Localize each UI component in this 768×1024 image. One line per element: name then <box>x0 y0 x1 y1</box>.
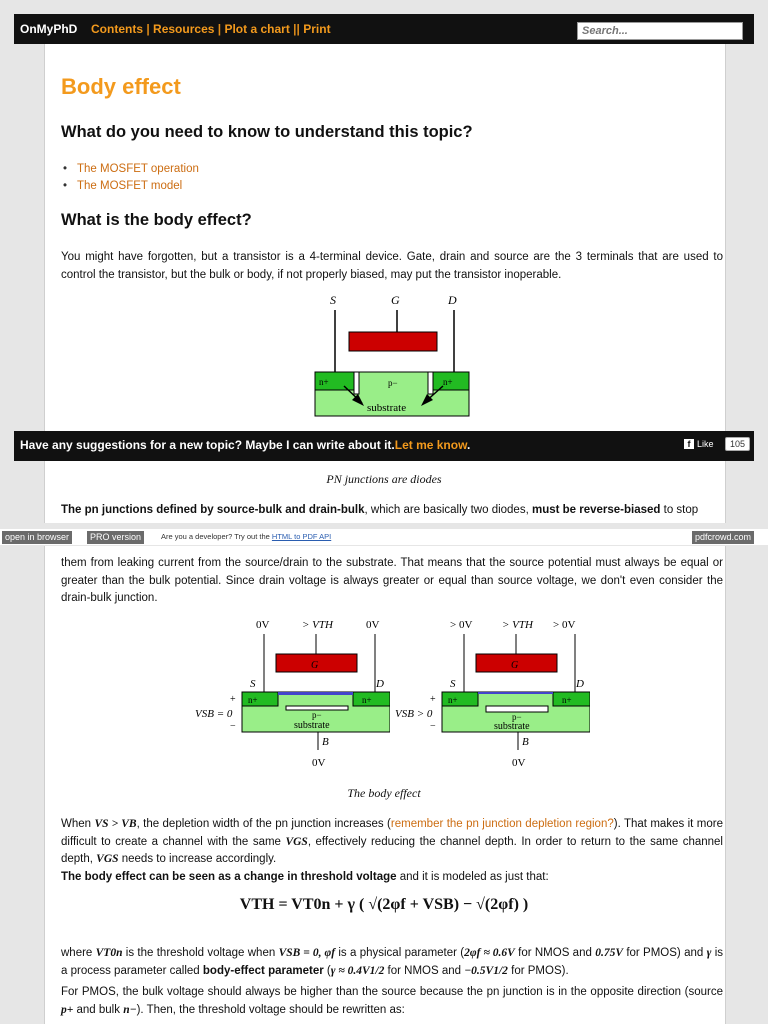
facebook-like-button[interactable] <box>684 439 714 449</box>
math: VSB = 0, φf <box>278 947 336 959</box>
facebook-icon: f <box>684 439 694 449</box>
pro-version-button[interactable]: PRO version <box>87 531 144 544</box>
suggestion-message: Have any suggestions for a new topic? Maybe I can write about it. <box>20 438 395 452</box>
math: p+ <box>61 1003 74 1016</box>
text: For PMOS, the bulk voltage should always be higher than the source because the pn junction is in the opposite direction (source <box>61 986 723 998</box>
fig1-p-label: p− <box>388 378 398 388</box>
developer-promo <box>161 532 331 541</box>
fig2-left-vsb: VSB = 0 <box>195 708 233 720</box>
text: is a process parameter called <box>61 947 723 977</box>
fig2-left-minus: − <box>230 721 236 732</box>
fig2-left-gate-voltage: > VTH <box>302 619 333 631</box>
math: VGS <box>96 853 119 865</box>
bold-text: must be reverse-biased <box>531 504 661 516</box>
text: to stop <box>660 504 699 516</box>
math: γ <box>706 947 712 959</box>
nav-separator: || <box>293 22 300 36</box>
text: ). That makes it more difficult to create a channel with the same <box>61 818 723 848</box>
math: n− <box>123 1003 137 1016</box>
figure-caption: The body effect <box>347 786 421 800</box>
list-item[interactable] <box>61 161 199 178</box>
text: , which are basically two diodes, <box>364 504 532 516</box>
fig2-left-bulk-voltage: 0V <box>312 757 326 769</box>
fig1-n-left-label: n+ <box>319 377 329 387</box>
bold-text: The pn junctions defined by source-bulk and drain-bulk <box>61 504 365 516</box>
let-me-know-link[interactable]: Let me know <box>394 438 467 452</box>
text: , the depletion width of the pn junction increases ( <box>136 818 391 830</box>
figure-caption: PN junctions are diodes <box>326 472 442 486</box>
bold-text: body-effect parameter <box>202 964 324 977</box>
math: γ ≈ 0.4V1/2 <box>330 964 385 977</box>
prereq-link-mosfet-model[interactable]: The MOSFET model <box>77 180 183 192</box>
paragraph-parameters <box>61 945 723 980</box>
fig2-right-minus: − <box>430 721 436 732</box>
fig1-gate-label: G <box>391 293 400 307</box>
text: and it is modeled as just that: <box>396 871 549 883</box>
text: needs to increase accordingly. <box>118 853 277 865</box>
section-heading-body-effect: What is the body effect? <box>61 211 252 229</box>
like-count-badge: 105 <box>725 437 750 451</box>
math: 2φf ≈ 0.6V <box>464 947 515 959</box>
list-item[interactable] <box>61 178 199 195</box>
text: for PMOS). <box>507 964 569 977</box>
nav-links <box>91 22 331 36</box>
fig2-left-plus: + <box>230 694 236 705</box>
body-effect-figure-left <box>190 612 390 772</box>
paragraph-pmos <box>61 984 723 1019</box>
text: where <box>61 947 96 959</box>
text: When <box>61 818 95 830</box>
fig2-right-n-left: n+ <box>448 695 458 705</box>
prereq-list <box>61 161 199 195</box>
threshold-equation: VTH = VT0n + γ ( √(2φf + VSB) − √(2φf) ) <box>239 896 529 913</box>
pdfcrowd-link[interactable]: pdfcrowd.com <box>692 531 754 544</box>
fig2-right-vsb: VSB > 0 <box>395 708 433 720</box>
search-input[interactable] <box>577 22 743 40</box>
fig2-right-gate-label: G <box>511 660 519 671</box>
math: VS > VB <box>94 818 137 830</box>
paragraph-pn-junctions <box>61 502 723 520</box>
page-title: Body effect <box>61 74 181 99</box>
math: VT0n <box>95 947 123 959</box>
fig2-left-s-label: S <box>250 678 256 690</box>
fig2-right-p: p− <box>512 712 522 722</box>
text: and bulk <box>73 1003 124 1016</box>
fig2-left-substrate-label: substrate <box>294 720 330 731</box>
text: for NMOS and <box>514 947 596 959</box>
body-effect-figure-right <box>390 612 590 772</box>
nav-link-plot-chart[interactable]: Plot a chart <box>224 22 290 36</box>
suggestion-text <box>20 438 470 452</box>
paragraph-threshold <box>61 869 723 887</box>
nav-separator: | <box>217 22 222 36</box>
fig2-left-drain-voltage: 0V <box>366 619 380 631</box>
prereq-link-mosfet-operation[interactable]: The MOSFET operation <box>77 163 199 175</box>
paragraph-intro: You might have forgotten, but a transistor is a 4-terminal device. Gate, drain and source are the 3 terminals that are used to control the transistor, but the bulk or body, if not properly biased, may put the transistor inoperable. <box>61 251 723 281</box>
nav-link-resources[interactable]: Resources <box>153 22 215 36</box>
text: ( <box>323 964 331 977</box>
nav-separator: | <box>146 22 150 36</box>
text: for NMOS and <box>384 964 465 977</box>
like-label: Like <box>697 439 714 449</box>
math: VGS <box>285 835 308 848</box>
fig2-right-b-label: B <box>522 736 529 748</box>
fig2-right-substrate-label: substrate <box>494 721 530 732</box>
fig1-gate <box>349 332 437 351</box>
fig2-right-d-label: D <box>576 678 584 690</box>
fig2-right-source-voltage: > 0V <box>450 619 473 631</box>
suggestion-end: . <box>466 438 471 452</box>
nav-link-print[interactable]: Print <box>303 22 331 36</box>
pn-junction-figure <box>300 290 480 420</box>
fig2-left-source-voltage: 0V <box>256 619 270 631</box>
fig2-left-n-right: n+ <box>362 695 372 705</box>
text: is a physical parameter ( <box>335 947 465 959</box>
fig2-left-gate-label: G <box>311 660 319 671</box>
html-to-pdf-link[interactable]: HTML to PDF API <box>271 532 332 541</box>
depletion-region-link[interactable]: remember the pn junction depletion region? <box>390 818 614 830</box>
section-heading-prereqs: What do you need to know to understand this topic? <box>61 123 473 141</box>
math: 0.75V <box>595 947 623 959</box>
fig1-substrate-label: substrate <box>367 402 407 414</box>
brand-logo[interactable]: OnMyPhD <box>20 22 78 36</box>
promo-text: Are you a developer? Try out the <box>161 532 272 541</box>
bold-text: The body effect can be seen as a change in threshold voltage <box>61 871 397 883</box>
fig2-right-gate-voltage: > VTH <box>502 619 533 631</box>
nav-link-contents[interactable]: Contents <box>91 22 143 36</box>
fig2-right-s-label: S <box>450 678 456 690</box>
text: for PMOS) and <box>623 947 707 959</box>
fig2-left-p: p− <box>312 710 322 720</box>
fig2-right-drain-voltage: > 0V <box>553 619 576 631</box>
text: , effectively reducing the channel depth. In order to return to the same channel depth, <box>61 835 723 865</box>
fig1-n-right-label: n+ <box>443 377 453 387</box>
fig2-right-n-right: n+ <box>562 695 572 705</box>
open-in-browser-button[interactable]: open in browser <box>2 531 72 544</box>
fig1-drain-label: D <box>448 293 457 307</box>
fig2-right-bulk-voltage: 0V <box>512 757 526 769</box>
fig2-left-n-left: n+ <box>248 695 258 705</box>
fig2-left-d-label: D <box>376 678 384 690</box>
text: is the threshold voltage when <box>122 947 279 959</box>
text: ). Then, the threshold voltage should be rewritten as: <box>136 1003 405 1016</box>
paragraph-depletion <box>61 816 723 869</box>
fig2-left-b-label: B <box>322 736 329 748</box>
math: −0.5V1/2 <box>464 964 508 977</box>
paragraph-leaking: them from leaking current from the source/drain to the substrate. That means that the source potential must always be equal or greater than the bulk potential. Since drain voltage is always greater or equal than source voltage, we don't even consider the drain-bulk junction. <box>61 557 723 604</box>
fig2-right-plus: + <box>430 694 436 705</box>
fig1-source-label: S <box>330 293 336 307</box>
